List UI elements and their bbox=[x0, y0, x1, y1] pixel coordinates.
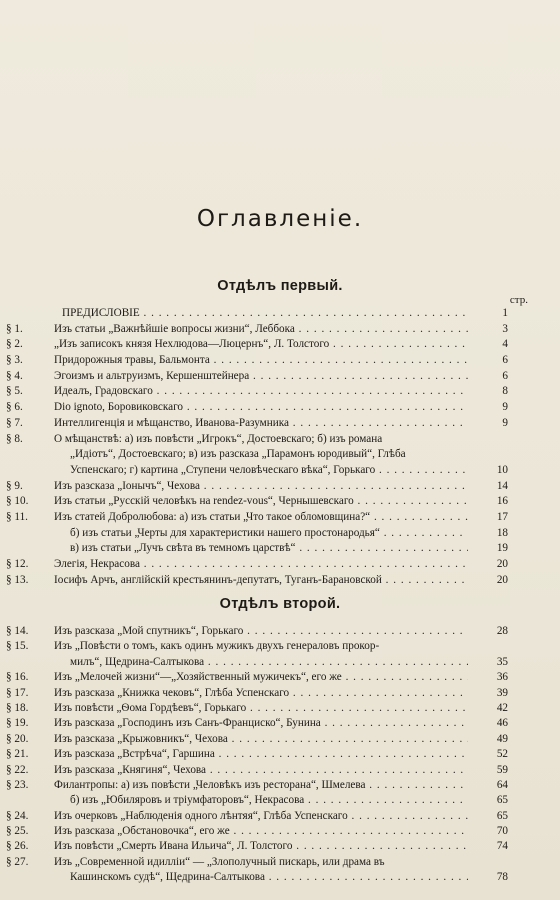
entry-title: Изъ разсказа „Мой спутникъ“, Горькаго . . . bbox=[54, 624, 468, 639]
entry-title: Изъ статьи „Русскій человѣкъ на rendez-vous“, Чернышевскаго . . . bbox=[54, 494, 468, 510]
page-number: 9 bbox=[502, 401, 508, 414]
toc-entry bbox=[6, 306, 508, 322]
toc-entry bbox=[6, 416, 508, 432]
section-number: § 23. bbox=[6, 778, 29, 791]
toc-entry bbox=[6, 557, 508, 573]
entry-title: Изъ статей Добролюбова: а) изъ статьи „Что такое обломовщина?“ . . . bbox=[54, 510, 468, 526]
toc-entry bbox=[6, 479, 508, 495]
part-one-title: Отдѣлъ первый. bbox=[217, 278, 343, 294]
entry-title: Іосифъ Арчъ, англійскій крестьянинъ-депутатъ, Туганъ-Барановской . . . bbox=[54, 573, 468, 589]
part-two-title: Отдѣлъ второй. bbox=[219, 596, 341, 612]
section-number: § 4. bbox=[6, 369, 23, 382]
toc-entry bbox=[6, 839, 508, 854]
toc-entry bbox=[6, 369, 508, 385]
entry-title: О мѣщанствѣ: а) изъ повѣсти „Игрокъ“, Достоевскаго; б) изъ романа bbox=[54, 432, 383, 445]
section-number: § 8. bbox=[6, 432, 23, 445]
page-number: 28 bbox=[496, 625, 508, 637]
entry-title: Эгоизмъ и альтруизмъ, Кершенштейнера . . . bbox=[54, 369, 468, 385]
section-number: § 24. bbox=[6, 809, 29, 822]
toc-entry bbox=[6, 463, 508, 479]
toc-entry bbox=[6, 778, 508, 793]
entry-title: Изъ разсказа „Крыжовникъ“, Чехова . . . bbox=[54, 732, 468, 747]
entry-title: Изъ разсказа „Княгиня“, Чехова . . . bbox=[54, 763, 468, 778]
section-number: § 1. bbox=[6, 322, 23, 335]
entry-title: Изъ разсказа „Книжка чековъ“, Глѣба Успенскаго . . . bbox=[54, 686, 468, 701]
entry-title: „Изъ записокъ князя Нехлюдова—Люцернъ“, Л. Толстого . . . bbox=[54, 337, 468, 353]
toc-entry bbox=[6, 732, 508, 747]
entry-title: Успенскаго; г) картина „Ступени человѣческаго вѣка“, Горькаго . . . bbox=[70, 463, 468, 479]
page-number: 14 bbox=[496, 479, 508, 492]
page-title: Оглавленіе. bbox=[196, 206, 364, 232]
entry-title: Кашинскомъ судѣ“, Щедрина-Салтыкова . . . bbox=[70, 870, 468, 885]
toc-entry bbox=[6, 447, 502, 463]
toc-entry bbox=[6, 353, 508, 369]
page-number: 52 bbox=[496, 748, 508, 761]
section-number: § 22. bbox=[6, 763, 29, 776]
page-number: 46 bbox=[496, 717, 508, 730]
toc-part-one bbox=[6, 306, 508, 588]
entry-title: Изъ повѣсти „Ѳома Гордѣевъ“, Горькаго . . . bbox=[54, 701, 468, 716]
entry-title: б) изъ статьи „Черты для характеристики нашего простонародья“ . . . bbox=[70, 526, 468, 542]
page-number: 4 bbox=[502, 338, 508, 351]
section-number: § 27. bbox=[6, 855, 29, 868]
section-number: § 25. bbox=[6, 825, 29, 838]
toc-entry bbox=[6, 824, 508, 839]
page-number: 19 bbox=[496, 542, 508, 555]
section-number: § 10. bbox=[6, 495, 29, 508]
entry-title: Элегія, Некрасова . . . bbox=[54, 557, 468, 573]
entry-title: Изъ „Повѣсти о томъ, какъ одинъ мужикъ двухъ генераловъ прокор- bbox=[54, 640, 380, 653]
page-number: 3 bbox=[502, 322, 508, 335]
section-number: § 3. bbox=[6, 354, 23, 367]
page-number: 18 bbox=[496, 526, 508, 539]
page-number: 20 bbox=[496, 573, 508, 586]
entry-title: Филантропы: а) изъ повѣсти „Человѣкъ изъ ресторана“, Шмелева . . . bbox=[54, 778, 468, 793]
toc-entry bbox=[6, 432, 502, 448]
section-number: § 12. bbox=[6, 558, 29, 570]
section-number: § 13. bbox=[6, 573, 29, 586]
toc-entry bbox=[6, 655, 508, 670]
entry-title: Изъ разсказа „Встрѣча“, Гаршина . . . bbox=[54, 747, 468, 762]
entry-title: Придорожныя травы, Бальмонта . . . bbox=[54, 353, 468, 369]
page-number: 20 bbox=[496, 558, 508, 570]
entry-title: Изъ „Современной идилліи“ — „Злополучный пискарь, или драма въ bbox=[54, 855, 385, 868]
page-number: 6 bbox=[502, 369, 508, 382]
toc-entry bbox=[6, 701, 508, 716]
entry-title: милъ“, Щедрина-Салтыкова . . . bbox=[70, 655, 468, 670]
toc-entry bbox=[6, 510, 508, 526]
toc-entry bbox=[6, 322, 508, 338]
toc-entry bbox=[6, 400, 508, 416]
toc-entry bbox=[6, 624, 508, 639]
section-number: § 11. bbox=[6, 510, 28, 523]
page-number: 42 bbox=[496, 701, 508, 714]
section-number: § 7. bbox=[6, 416, 23, 429]
entry-title: Изъ разсказа „Іонычъ“, Чехова . . . bbox=[54, 479, 468, 495]
entry-title: Изъ статьи „Важнѣйшіе вопросы жизни“, Леббока . . . bbox=[54, 322, 468, 338]
toc-entry bbox=[6, 573, 508, 589]
section-number: § 14. bbox=[6, 625, 29, 637]
page-number: 59 bbox=[496, 763, 508, 776]
toc-part-two bbox=[6, 624, 508, 886]
toc-entry bbox=[6, 541, 508, 557]
section-number: § 21. bbox=[6, 748, 29, 761]
section-number: § 19. bbox=[6, 717, 29, 730]
page-number: 8 bbox=[502, 385, 508, 398]
entry-title: Изъ „Мелочей жизни“—„Хозяйственный мужичекъ“, его же . . . bbox=[54, 670, 468, 685]
page-number: 49 bbox=[496, 732, 508, 745]
toc-entry bbox=[6, 870, 508, 885]
page-number: 65 bbox=[496, 809, 508, 822]
page-number: 9 bbox=[502, 416, 508, 429]
pages-column-label: стр. bbox=[509, 294, 528, 306]
section-number: § 18. bbox=[6, 701, 29, 714]
entry-title: Изъ очерковъ „Наблюденія одного лѣнтяя“, Глѣба Успенскаго . . . bbox=[54, 809, 468, 824]
page-number: 35 bbox=[496, 655, 508, 668]
toc-entry bbox=[6, 716, 508, 731]
toc-entry bbox=[6, 747, 508, 762]
section-number: § 9. bbox=[6, 479, 23, 492]
entry-title: Изъ разсказа „Господинъ изъ Санъ-Франциско“, Бунина . . . bbox=[54, 716, 468, 731]
page-number: 78 bbox=[496, 871, 508, 884]
entry-title: в) изъ статьи „Лучъ свѣта въ темномъ царствѣ“ . . . bbox=[70, 541, 468, 557]
page-number: 1 bbox=[502, 307, 508, 319]
toc-entry bbox=[6, 686, 508, 701]
toc-entry bbox=[6, 763, 508, 778]
section-number: § 16. bbox=[6, 671, 29, 684]
entry-title: ПРЕДИСЛОВІЕ . . . bbox=[62, 306, 468, 322]
toc-entry bbox=[6, 494, 508, 510]
section-number: § 17. bbox=[6, 686, 29, 699]
section-number: § 26. bbox=[6, 840, 29, 853]
section-number: § 2. bbox=[6, 338, 23, 351]
page-number: 64 bbox=[496, 778, 508, 791]
entry-title: Dio ignoto, Боровиковскаго . . . bbox=[54, 400, 468, 416]
toc-entry bbox=[6, 639, 502, 654]
entry-title: Интеллигенція и мѣщанство, Иванова-Разумника . . . bbox=[54, 416, 468, 432]
toc-entry bbox=[6, 384, 508, 400]
page-number: 17 bbox=[496, 510, 508, 523]
section-number: § 5. bbox=[6, 385, 23, 398]
section-number: § 15. bbox=[6, 640, 29, 653]
entry-title: Изъ разсказа „Обстановочка“, его же . . . bbox=[54, 824, 468, 839]
entry-title: Идеалъ, Градовскаго . . . bbox=[54, 384, 468, 400]
entry-title: б) изъ „Юбиляровъ и тріумфаторовъ“, Некрасова . . . bbox=[70, 793, 468, 808]
page-number: 16 bbox=[496, 495, 508, 508]
toc-entry bbox=[6, 793, 508, 808]
toc-entry bbox=[6, 337, 508, 353]
toc-entry bbox=[6, 526, 508, 542]
entry-title: Изъ повѣсти „Смерть Ивана Ильича“, Л. Толстого . . . bbox=[54, 839, 468, 854]
page-number: 74 bbox=[496, 840, 508, 853]
page-number: 10 bbox=[496, 463, 508, 476]
page-number: 65 bbox=[496, 794, 508, 807]
entry-title: „Идіотъ“, Достоевскаго; в) изъ разсказа „Парамонъ юродивый“, Глѣба bbox=[70, 448, 406, 461]
toc-entry bbox=[6, 809, 508, 824]
page-number: 39 bbox=[496, 686, 508, 699]
toc-entry bbox=[6, 670, 508, 685]
section-number: § 20. bbox=[6, 732, 29, 745]
section-number: § 6. bbox=[6, 401, 23, 414]
toc-entry bbox=[6, 855, 502, 870]
page-number: 36 bbox=[496, 671, 508, 684]
page-number: 70 bbox=[496, 825, 508, 838]
page-number: 6 bbox=[502, 354, 508, 367]
